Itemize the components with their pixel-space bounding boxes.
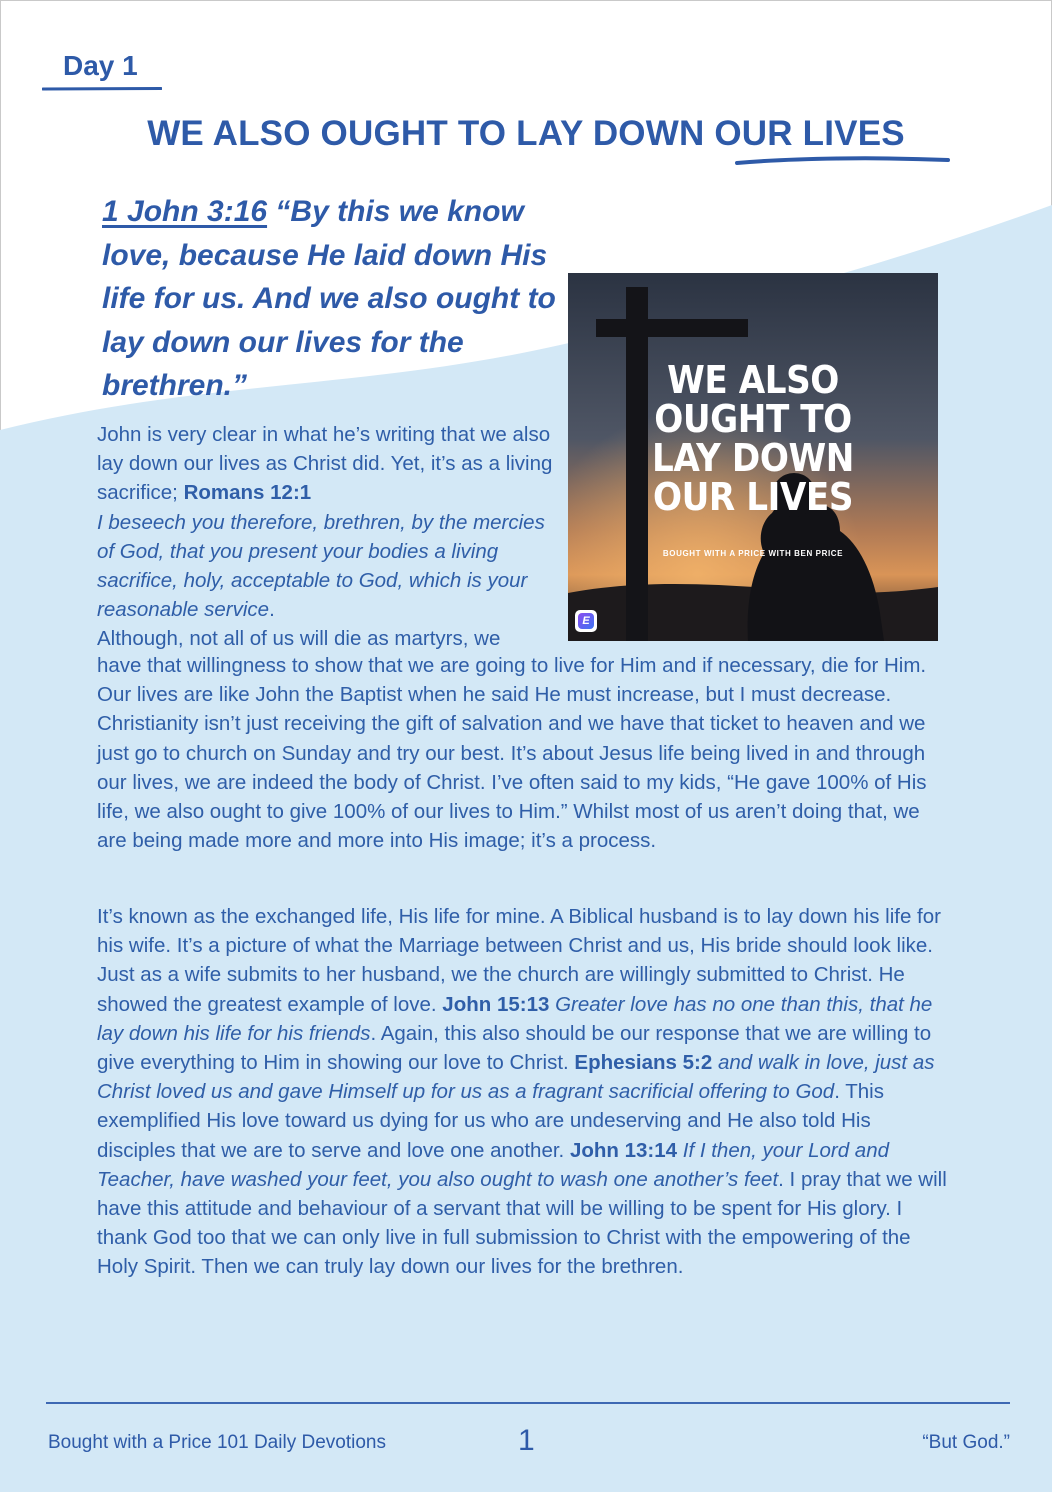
page-title-prefix: WE ALSO OUGHT TO LAY DOWN	[147, 114, 715, 153]
hero-title-line: LAY DOWN	[652, 436, 854, 480]
hero-title-line: OUR LIVES	[652, 475, 854, 519]
app-logo-icon	[575, 610, 597, 632]
day-label: Day 1	[63, 50, 138, 81]
p2-part4: . I pray that we will have this attitude and behaviour of a servant that will be willing to be spent for His glory. I thank God too that we can only live in full submission to Christ with the empowering of the Holy Spirit. Then we can truly lay down our lives for the brethren.	[97, 1167, 947, 1279]
p1-dot: .	[269, 598, 275, 622]
day-underline	[42, 86, 162, 92]
p1-ref-romans: Romans 12:1	[183, 481, 312, 505]
footer-divider	[46, 1402, 1010, 1404]
p1-line-before-wrap: Although, not all of us will die as martyrs, we	[97, 627, 501, 651]
p2-part3: . This exemplified His love toward us dying for us who are undeserving and He also told His disciples that we are to serve and love one another.	[97, 1080, 884, 1162]
page-title-underlined: OUR LIVES	[714, 114, 905, 153]
hero-title	[587, 358, 920, 519]
page-title	[0, 114, 1052, 154]
footer-book-title: Bought with a Price 101 Daily Devotions	[48, 1432, 386, 1453]
p2-ref-john-15-13: John 15:13	[442, 992, 550, 1016]
footer-page-number: 1	[518, 1424, 535, 1457]
p2-ref-john-13-14: John 13:14	[569, 1138, 678, 1162]
paragraph-1-wrapped	[97, 420, 567, 654]
p2-quote-ephesians-5-2: and walk in love, just as Christ loved us and gave Himself up for us as a fragrant sacrificial offering to God	[97, 1051, 935, 1104]
p1-intro: John is very clear in what he’s writing that we also lay down our lives as Christ did. Yet, it’s as a living sacrifice;	[97, 423, 553, 505]
p2-ref-ephesians-5-2: Ephesians 5:2	[574, 1051, 713, 1075]
verse-text: “By this we know love, because He laid down His life for us. And we also ought to lay down our lives for the brethren.”	[102, 195, 556, 402]
p2-part2: . Again, this also should be our response that we are willing to give everything to Him in showing our love to Christ.	[97, 1021, 932, 1075]
cross-horizontal	[596, 319, 748, 337]
paragraph-1-continued: have that willingness to show that we are going to live for Him and if necessary, die for Him. Our lives are like John the Baptist when he said He must increase, but I must decrease. Christianity isn’t just receiving the gift of salvation and we have that ticket to heaven and we just go to church on Sunday and try our best. It’s about Jesus life being lived in and through our lives, we are indeed the body of Christ. I’ve often said to my kids, “He gave 100% of His life, we also ought to give 100% of our lives to Him.” Whilst most of us aren’t doing that, we are being made more and more into His image; it’s a process.	[97, 654, 927, 853]
hero-title-line: OUGHT TO	[654, 397, 852, 441]
footer-tagline: “But God.”	[922, 1432, 1010, 1453]
app-logo-letter: E	[578, 613, 594, 629]
paragraph-2	[97, 902, 947, 1282]
verse-reference: 1 John 3:16	[102, 195, 268, 228]
hero-title-line: WE ALSO	[667, 358, 839, 402]
p2-quote-john-15-13: Greater love has no one than this, that he lay down his life for his friends	[97, 992, 933, 1045]
hero-subtitle: BOUGHT WITH A PRICE WITH BEN PRICE	[662, 549, 844, 558]
p2-part1: It’s known as the exchanged life, His life for mine. A Biblical husband is to lay down his life for his wife. It’s a picture of what the Marriage between Christ and us, His bride should look like. Just as a wife submits to her husband, we the church are willingly submitted to Christ. He showed the greatest example of love.	[97, 905, 941, 1016]
p2-quote-john-13-14: If I then, your Lord and Teacher, have washed your feet, you also ought to wash one another’s feet	[97, 1138, 890, 1191]
hero-image	[568, 273, 938, 641]
p1-quote-romans: I beseech you therefore, brethren, by the mercies of God, that you present your bodies a living sacrifice, holy, acceptable to God, which is your reasonable service	[97, 510, 545, 622]
key-verse	[102, 190, 572, 408]
title-brush-underline	[735, 153, 950, 169]
